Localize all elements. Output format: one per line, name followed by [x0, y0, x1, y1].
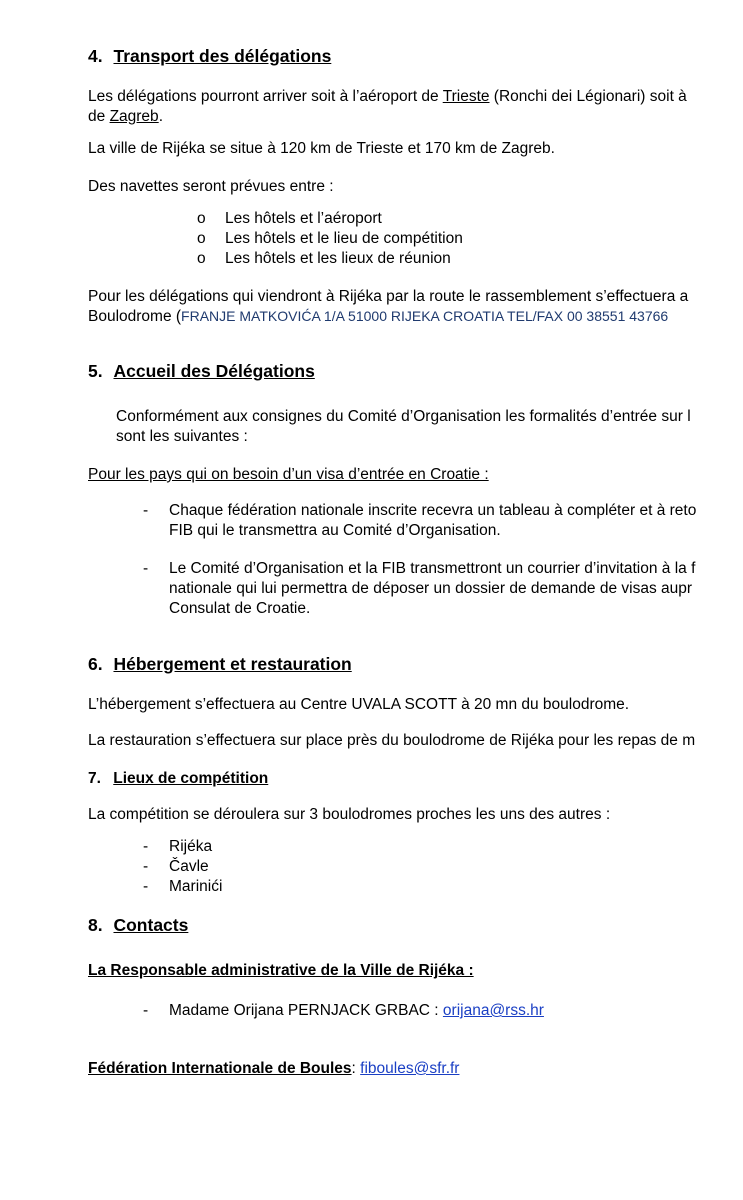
- paragraph: La restauration s’effectuera sur place près du boulodrome de Rijéka pour les repas de m: [88, 732, 696, 749]
- contact-name: Madame Orijana PERNJACK GRBAC :: [169, 1002, 443, 1019]
- list-item: Chaque fédération nationale inscrite recevra un tableau à compléter et à reto: [169, 502, 697, 519]
- paragraph: L’hébergement s’effectuera au Centre UVALA SCOTT à 20 mn du boulodrome.: [88, 696, 630, 713]
- paragraph: La compétition se déroulera sur 3 boulodromes proches les uns des autres :: [88, 806, 611, 823]
- list-item: Les hôtels et le lieu de compétition: [225, 230, 463, 247]
- text: Boulodrome (: [88, 308, 182, 325]
- section-title: Contacts: [113, 915, 189, 935]
- text: Les délégations pourront arriver soit à l’aéroport de: [88, 88, 443, 105]
- list-item: Consulat de Croatie.: [169, 600, 311, 617]
- city-zagreb: Zagreb: [109, 108, 159, 125]
- section-4-heading: [88, 46, 331, 66]
- list-item: Čavle: [169, 858, 209, 875]
- paragraph: [88, 87, 687, 107]
- dash-icon: -: [143, 502, 149, 519]
- section-number: 7.: [88, 770, 101, 787]
- text: :: [351, 1060, 361, 1077]
- dash-icon: -: [143, 1002, 149, 1019]
- section-title: Transport des délégations: [113, 46, 332, 66]
- section-5-heading: [88, 361, 315, 381]
- bullet-icon: o: [197, 230, 206, 247]
- list-item: nationale qui lui permettra de déposer un dossier de demande de visas aupr: [169, 580, 693, 597]
- contact-line: [169, 1001, 544, 1021]
- list-item: Le Comité d’Organisation et la FIB transmettront un courrier d’invitation à la f: [169, 560, 696, 577]
- text: .: [158, 108, 163, 125]
- bullet-icon: o: [197, 250, 206, 267]
- dash-icon: -: [143, 838, 149, 855]
- section-title: Accueil des Délégations: [113, 361, 315, 381]
- paragraph: Conformément aux consignes du Comité d’Organisation les formalités d’entrée sur l: [116, 408, 691, 425]
- section-7-heading: [88, 769, 268, 789]
- fib-label: Fédération Internationale de Boules: [88, 1060, 352, 1077]
- paragraph: La ville de Rijéka se situe à 120 km de Trieste et 170 km de Zagreb.: [88, 140, 555, 157]
- email-link-orijana[interactable]: orijana@rss.hr: [442, 1002, 544, 1019]
- paragraph: Des navettes seront prévues entre :: [88, 178, 334, 195]
- section-number: 6.: [88, 654, 103, 674]
- section-number: 5.: [88, 361, 103, 381]
- list-item: Rijéka: [169, 838, 213, 855]
- paragraph: [88, 107, 163, 127]
- list-item: Marinići: [169, 878, 223, 895]
- dash-icon: -: [143, 878, 149, 895]
- dash-icon: -: [143, 560, 149, 577]
- subheading: La Responsable administrative de la Ville de Rijéka :: [88, 962, 474, 979]
- list-item: Les hôtels et les lieux de réunion: [225, 250, 451, 267]
- text: de: [88, 108, 110, 125]
- section-6-heading: [88, 654, 352, 674]
- paragraph: sont les suivantes :: [116, 428, 248, 445]
- paragraph: [88, 306, 668, 327]
- dash-icon: -: [143, 858, 149, 875]
- city-trieste: Trieste: [442, 88, 490, 105]
- list-item: Les hôtels et l’aéroport: [225, 210, 382, 227]
- section-number: 8.: [88, 915, 103, 935]
- text: (Ronchi dei Légionari) soit à: [489, 88, 687, 105]
- subheading: Pour les pays qui on besoin d’un visa d’entrée en Croatie :: [88, 466, 489, 483]
- paragraph: Pour les délégations qui viendront à Rijéka par la route le rassemblement s’effectuera a: [88, 288, 689, 305]
- fib-contact-line: [88, 1059, 459, 1079]
- section-title: Lieux de compétition: [113, 770, 269, 787]
- section-number: 4.: [88, 46, 103, 66]
- email-link-fib[interactable]: fiboules@sfr.fr: [360, 1060, 460, 1077]
- bullet-icon: o: [197, 210, 206, 227]
- section-8-heading: [88, 915, 188, 935]
- address: FRANJE MATKOVIĆA 1/A 51000 RIJEKA CROATIA TEL/FAX 00 38551 43766: [181, 308, 669, 324]
- list-item: FIB qui le transmettra au Comité d’Organisation.: [169, 522, 501, 539]
- section-title: Hébergement et restauration: [113, 654, 352, 674]
